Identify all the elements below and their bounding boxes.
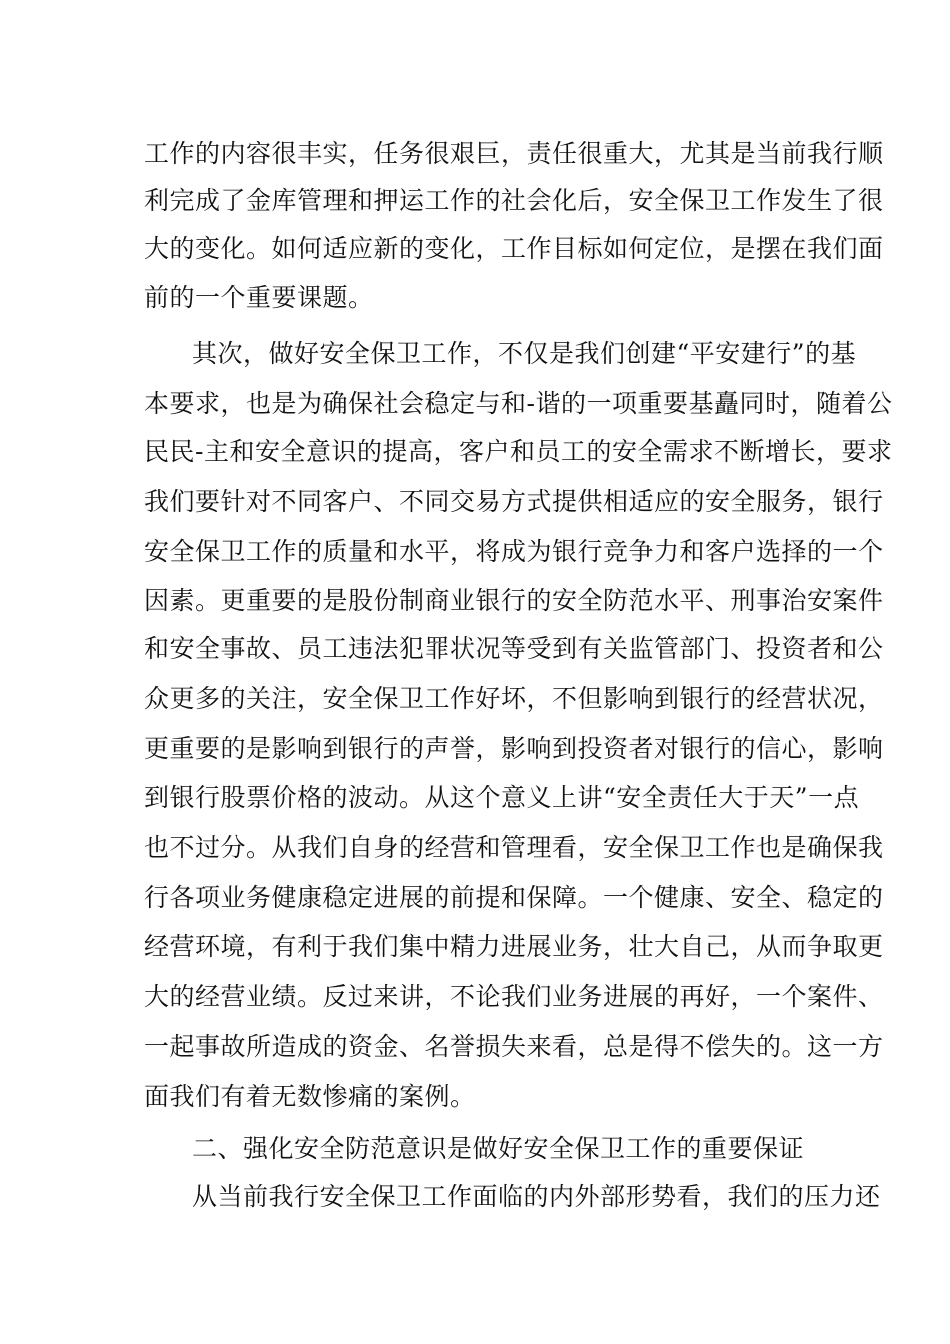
body-line: 经营环境，有利于我们集中精力进展业务，壮大自己，从而争取更 xyxy=(144,932,884,961)
body-line: 工作的内容很丰实，任务很艰巨，责任很重大，尤其是当前我行顺 xyxy=(144,139,884,168)
body-line: 众更多的关注，安全保卫工作好坏，不但影响到银行的经营状况， xyxy=(144,684,884,713)
body-line: 也不过分。从我们自身的经营和管理看，安全保卫工作也是确保我 xyxy=(144,833,884,862)
body-line: 更重要的是影响到银行的声誉，影响到投资者对银行的信心，影响 xyxy=(144,734,884,763)
body-line: 面我们有着无数惨痛的案例。 xyxy=(144,1082,476,1111)
body-line: 和安全事故、员工违法犯罪状况等受到有关监管部门、投资者和公 xyxy=(144,634,884,663)
body-line: 安全保卫工作的质量和水平，将成为银行竞争力和客户选择的一个 xyxy=(144,537,884,566)
section-heading: 二、强化安全防范意识是做好安全保卫工作的重要保证 xyxy=(192,1134,805,1163)
body-line: 我们要针对不同客户、不同交易方式提供相适应的安全服务，银行 xyxy=(144,487,884,516)
body-line: 本要求，也是为确保社会稳定与和-谐的一项重要基矗同时，随着公 xyxy=(144,389,893,418)
body-line: 一起事故所造成的资金、名誉损失来看，总是得不偿失的。这一方 xyxy=(144,1032,884,1061)
paragraph-start-line: 从当前我行安全保卫工作面临的内外部形势看，我们的压力还 xyxy=(192,1182,881,1211)
body-line: 大的经营业绩。反过来讲，不论我们业务进展的再好，一个案件、 xyxy=(144,982,884,1011)
body-line: 行各项业务健康稳定进展的前提和保障。一个健康、安全、稳定的 xyxy=(144,883,884,912)
body-line: 到银行股票价格的波动。从这个意义上讲“安全责任大于天”一点 xyxy=(144,783,860,812)
body-line: 大的变化。如何适应新的变化，工作目标如何定位，是摆在我们面 xyxy=(144,234,884,263)
body-line: 民民-主和安全意识的提高，客户和员工的安全需求不断增长，要求 xyxy=(144,437,893,466)
body-line: 前的一个重要课题。 xyxy=(144,283,374,312)
paragraph-start-line: 其次，做好安全保卫工作，不仅是我们创建“平安建行”的基 xyxy=(192,339,857,368)
body-line: 利完成了金库管理和押运工作的社会化后，安全保卫工作发生了很 xyxy=(144,186,884,215)
body-line: 因素。更重要的是股份制商业银行的安全防范水平、刑事治安案件 xyxy=(144,586,884,615)
